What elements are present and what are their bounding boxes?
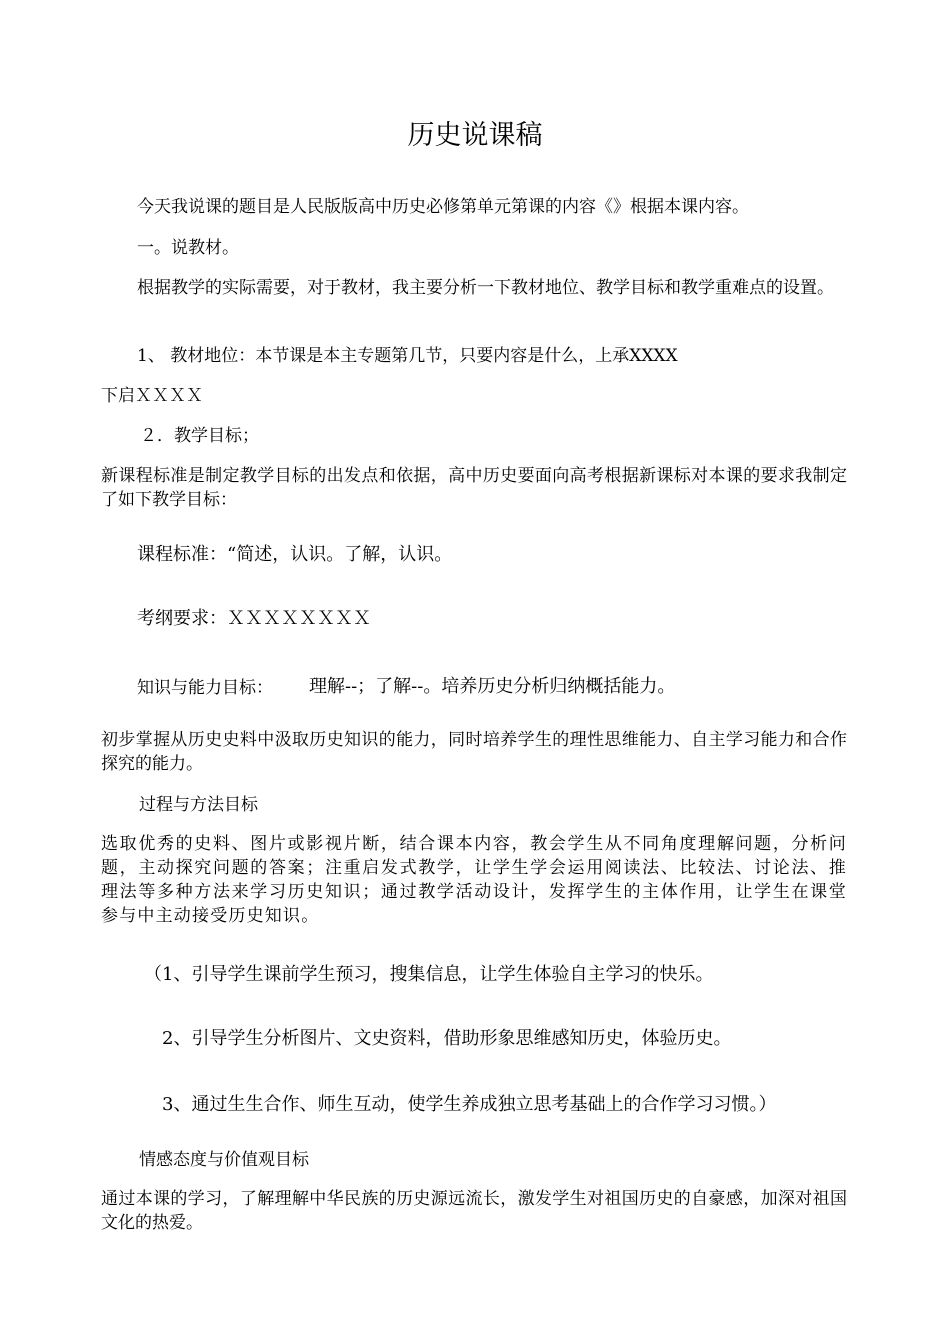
emotion-values-heading: 情感态度与价值观目标: [139, 1150, 309, 1170]
item-teaching-goals: ２．教学目标；: [140, 426, 259, 446]
item-textbook-position-continued: 下启ＸＸＸＸ: [101, 386, 203, 406]
item-textbook-position: 1、 教材地位：本节课是本主专题第几节，只要内容是什么，上承XXXX: [137, 346, 678, 366]
paragraph-process-method: 选取优秀的史料、图片或影视片断，结合课本内容，教会学生从不同角度理解问题，分析问题，主动探究问题的答案；注重启发式教学，让学生学会运用阅读法、比较法、讨论法、推理法等多种方法来学习历史知识；通过教学活动设计，发挥学生的主体作用，让学生在课堂参与中主动接受历史知识。: [101, 834, 847, 926]
step-1-line: （1、引导学生课前学生预习，搜集信息，让学生体验自主学习的快乐。: [144, 964, 714, 985]
section-heading-textbook: 一。说教材。: [137, 238, 239, 258]
paragraph-needs: 根据教学的实际需要，对于教材，我主要分析一下教材地位、教学目标和教学重难点的设置。: [137, 278, 834, 298]
paragraph-emotion-values: 通过本课的学习，了解理解中华民族的历史源远流长，激发学生对祖国历史的自豪感，加深对祖国文化的热爱。: [101, 1189, 847, 1233]
knowledge-goal-text: 理解--；了解--。培养历史分析归纳概括能力。: [309, 676, 676, 697]
page-title: 历史说课稿: [407, 120, 543, 151]
paragraph-ability: 初步掌握从历史史料中汲取历史知识的能力，同时培养学生的理性思维能力、自主学习能力和合作探究的能力。: [101, 730, 847, 774]
intro-line: 今天我说课的题目是人民版版高中历史必修第单元第课的内容《》根据本课内容。: [137, 197, 749, 217]
curriculum-standard-line: 课程标准：“简述，认识。了解，认识。: [137, 544, 453, 565]
process-method-heading: 过程与方法目标: [139, 795, 258, 815]
step-3-line: 3、通过生生合作、师生互动，使学生养成独立思考基础上的合作学习习惯。）: [162, 1094, 777, 1115]
knowledge-goal-label: 知识与能力目标：: [137, 678, 273, 698]
exam-requirement-line: 考纲要求：ＸＸＸＸＸＸＸＸ: [137, 608, 371, 629]
paragraph-curriculum-standard: 新课程标准是制定教学目标的出发点和依据，高中历史要面向高考根据新课标对本课的要求我制定了如下教学目标：: [101, 466, 847, 510]
step-2-line: 2、引导学生分析图片、文史资料，借助形象思维感知历史，体验历史。: [162, 1028, 732, 1049]
